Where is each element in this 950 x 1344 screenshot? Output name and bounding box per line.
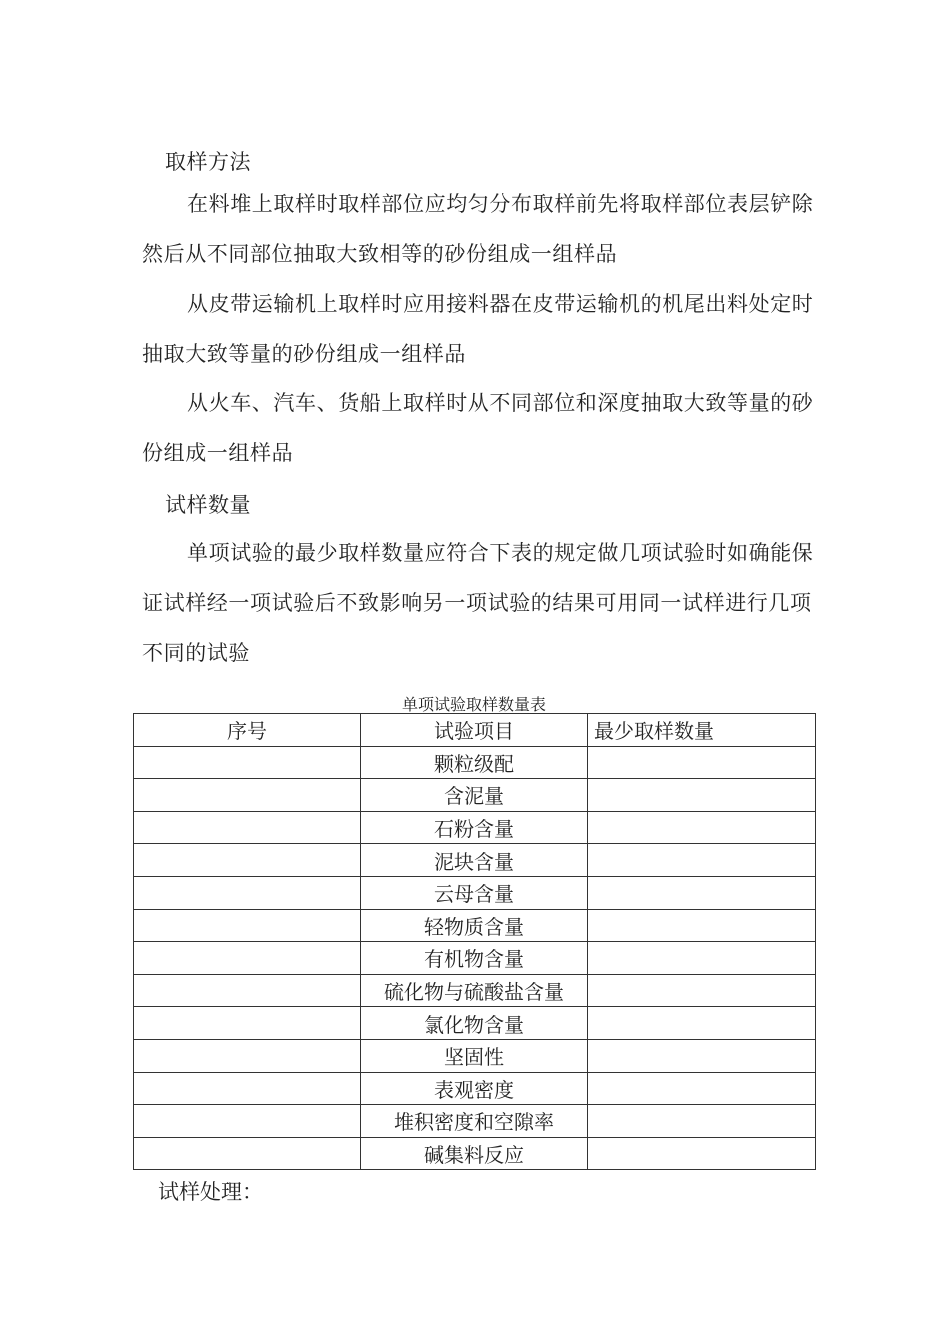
cell-min-quantity [588,1072,816,1105]
cell-test-item: 轻物质含量 [361,909,588,942]
cell-min-quantity [588,844,816,877]
table-row [134,974,816,1007]
paragraph-stockpile-sampling: 在料堆上取样时取样部位应均匀分布取样前先将取样部位表层铲除然后从不同部位抽取大致相等的砂份组成一组样品 [142,192,814,266]
paragraph-vehicle-sampling: 从火车、汽车、货船上取样时从不同部位和深度抽取大致等量的砂份组成一组样品 [142,391,814,465]
cell-test-item: 颗粒级配 [361,746,588,779]
table-row [134,811,816,844]
cell-min-quantity [588,1137,816,1170]
paragraph-conveyor-sampling: 从皮带运输机上取样时应用接料器在皮带运输机的机尾出料处定时抽取大致等量的砂份组成一组样品 [142,292,814,366]
table-row [134,1039,816,1072]
cell-min-quantity [588,1039,816,1072]
table-row [134,844,816,877]
section-heading-sampling-method: 取样方法 [165,150,251,174]
cell-min-quantity [588,974,816,1007]
cell-min-quantity [588,909,816,942]
table-row [134,1137,816,1170]
cell-test-item: 石粉含量 [361,811,588,844]
paragraph-sample-quantity: 单项试验的最少取样数量应符合下表的规定做几项试验时如确能保证试样经一项试验后不致影响另一项试验的结果可用同一试样进行几项不同的试验 [142,541,814,665]
cell-index [134,1072,361,1105]
cell-index [134,811,361,844]
cell-min-quantity [588,1105,816,1138]
cell-index [134,942,361,975]
table-header-row [134,714,816,747]
sample-processing-label: 试样处理： [158,1180,263,1204]
section-heading-sample-quantity: 试样数量 [165,493,251,517]
cell-min-quantity [588,942,816,975]
table-row [134,746,816,779]
cell-index [134,1039,361,1072]
cell-test-item: 氯化物含量 [361,1007,588,1040]
cell-min-quantity [588,876,816,909]
cell-test-item: 堆积密度和空隙率 [361,1105,588,1138]
table-row [134,909,816,942]
sample-quantity-table [133,713,816,1170]
cell-index [134,1007,361,1040]
cell-min-quantity [588,746,816,779]
cell-test-item: 泥块含量 [361,844,588,877]
table-caption: 单项试验取样数量表 [401,695,546,714]
table-row [134,779,816,812]
cell-index [134,844,361,877]
cell-index [134,974,361,1007]
cell-index [134,746,361,779]
cell-index [134,876,361,909]
cell-test-item: 坚固性 [361,1039,588,1072]
cell-index [134,779,361,812]
table-row [134,1007,816,1040]
header-min-quantity: 最少取样数量 [588,714,816,747]
cell-test-item: 硫化物与硫酸盐含量 [361,974,588,1007]
table-row [134,942,816,975]
cell-min-quantity [588,811,816,844]
cell-test-item: 含泥量 [361,779,588,812]
cell-index [134,1137,361,1170]
cell-test-item: 表观密度 [361,1072,588,1105]
table-row [134,876,816,909]
cell-test-item: 云母含量 [361,876,588,909]
cell-index [134,909,361,942]
cell-index [134,1105,361,1138]
table-row [134,1072,816,1105]
table-row [134,1105,816,1138]
cell-test-item: 有机物含量 [361,942,588,975]
cell-min-quantity [588,1007,816,1040]
header-test-item: 试验项目 [361,714,588,747]
cell-test-item: 碱集料反应 [361,1137,588,1170]
cell-min-quantity [588,779,816,812]
header-index: 序号 [134,714,361,747]
